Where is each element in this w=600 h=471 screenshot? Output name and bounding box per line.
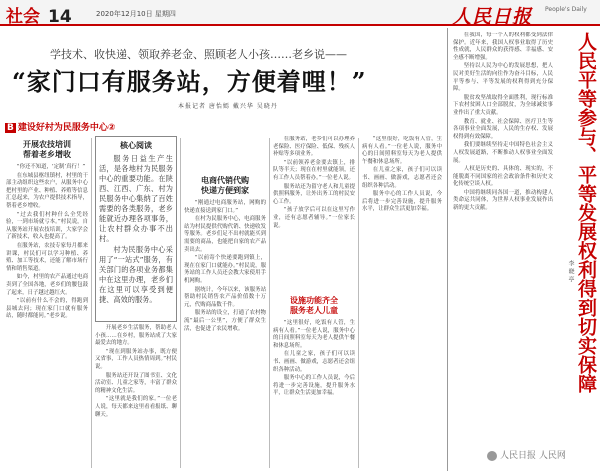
column-rule (91, 138, 92, 468)
paragraph: 服务中心的工作人员说，今后将进一步完善设施，提升服务水平，让群众生活更加幸福。 (273, 375, 355, 397)
commentary-body (453, 32, 553, 468)
column-4-more (273, 320, 355, 398)
series-tag (5, 120, 116, 133)
commentary-column (447, 28, 600, 471)
column-5-body (362, 136, 442, 214)
paragraph: 在服务站，农技专家每月都来讲课，村民们可以学习种植、养殖、加工等技术，还能了解市场行情和销售渠道。 (6, 242, 88, 272)
paragraph: “这里很好，吃饭有人管，生病有人看。”一位老人说，服务中心的日间照料室每天为老人提供午餐和休息场所。 (273, 320, 355, 349)
column-1-title: 开展农技培训 帮着老乡增收 (23, 140, 71, 159)
paragraph: 在儿童之家，孩子们可以读书、画画、做游戏，志愿者还会组织各种活动。 (273, 351, 355, 373)
core-reading-title: 核心阅读 (120, 141, 152, 150)
paragraph: “孩子放学后可以在这里写作业，还有志愿者辅导。”一位家长说。 (273, 207, 355, 229)
masthead-logo: 人民日报 (452, 6, 533, 28)
paragraph: “你还不知道，‘定制’真行！” (16, 164, 86, 170)
series-tag-letter: B (7, 123, 14, 133)
watermark (487, 448, 566, 461)
core-reading-body (99, 154, 173, 305)
paragraph: 据统计，今年以来，该服务站帮助村民销售农产品价值数十万元，代购商品数千件。 (184, 286, 266, 308)
column-2-body (95, 325, 177, 419)
column-5 (362, 136, 442, 471)
column-1 (6, 136, 88, 471)
paragraph: 如今，村里的农产品通过电商卖到了全国各地，老乡们的腰包鼓了起来，日子越过越红火。 (6, 274, 88, 296)
column-rule (180, 138, 181, 468)
column-3 (184, 136, 266, 471)
column-rule (269, 138, 270, 468)
paragraph: “刚通过电商服务站，网购的快递直接送到家门口。” (184, 200, 266, 214)
column-3-title: 电商代销代购 快递方便到家 (201, 176, 249, 195)
page-number: 14 (48, 7, 72, 27)
paragraph: 人权是历史的、具体的、现实的，不能脱离不同国家的社会政治条件和历史文化传统空谈人权。 (453, 166, 553, 188)
paragraph: 服务站还为留守老人和儿童提供照料服务，让外出务工的村民安心工作。 (273, 183, 355, 205)
paragraph: 服务站还开设了图书室、文化活动室、儿童之家等，丰富了群众的精神文化生活。 (95, 372, 177, 394)
paragraph: 在东城县枢纽镇村，村里的干部主动组织这些农户，从服务中心把村里的产业、种植、养殖等信息汇总起来，为农户提供技术指导，帮着老乡增收。 (6, 172, 88, 209)
commentary-author: 李晓亭 (567, 260, 574, 284)
column-3-body (184, 200, 266, 333)
paragraph: “这里就是我们的家。”一位老人说，每天都来这里看看报纸、聊聊天。 (95, 396, 177, 418)
paragraph: 村为民服务中心采用了“一站式”服务，有关部门的各项业务都集中在这里办理，老乡们在这里可以享受到便捷、高效的服务。 (99, 245, 173, 304)
column-rule (358, 138, 359, 468)
paragraph: “以前领养老金要去镇上，排队等半天；现在在村里就能领，还有工作人员帮着办。”一位老人说。 (273, 159, 355, 181)
paragraph: “过去我们村种什么全凭经验，一到市场就亏本。”村民说，自从服务站开展农技培训，大家学会了新技术，收入也提高了。 (6, 211, 88, 241)
paragraph: 教育、就业、社会保障、医疗卫生等各项事业全面发展，人民的生存权、发展权得到有效保障。 (453, 118, 553, 140)
paragraph: “这里很好，吃饭有人管，生病有人看。”一位老人说，服务中心的日间照料室每天为老人提供午餐和休息场所。 (362, 136, 442, 165)
paragraph: 服务站的设立，打通了农村物流“最后一公里”，方便了群众生活，也促进了农民增收。 (184, 310, 266, 332)
core-reading-box (95, 136, 177, 322)
main-article (0, 28, 445, 471)
column-4-title: 设施功能齐全 服务老人儿童 (290, 296, 338, 315)
paragraph: 在村为民服务中心，电商服务站为村民提供代购代销、快递收发等服务。老乡们足不出村就能买到需要的商品，也能把自家的农产品卖出去。 (184, 216, 266, 253)
column-2 (95, 136, 177, 471)
paragraph: 在服务站，老乡们可以办理养老保险、医疗保险、低保、残疾人补贴等多项业务。 (273, 136, 355, 158)
paragraph: 坚持以人民为中心的发展思想，把人民对美好生活的向往作为奋斗目标，人民平等参与、平等发展的权利得到充分保障。 (453, 63, 553, 93)
paragraph: 服务日益生产生活，是各地村为民服务中心的重要功能。在陕西、江西、广东、村为民服务中心集纳了百姓需要的各类服务，老乡能就近办理各项事务，让农村群众办事不出村。 (99, 154, 173, 243)
article-kicker: 学技术、收快递、领取养老金、照顾老人小孩……老乡说—— (50, 48, 347, 61)
paragraph: 在儿童之家，孩子们可以读书、画画、做游戏，志愿者还会组织各种活动。 (362, 167, 442, 189)
paragraph: “以前有什么不会的，得跑到县城去问；现在家门口就有服务站，随时都能问。”老乡说。 (6, 298, 88, 320)
paragraph: 开展老乡生活服务，帮助老人小孩……在乡村，服务站成了大家最爱去的地方。 (95, 325, 177, 347)
paragraph: 我们要继续坚持走中国特色社会主义人权发展道路，不断推动人权事业全面发展。 (453, 142, 553, 164)
paragraph: “以前寄个快递要跑到镇上，现在在家门口就能办。”村民说，服务站的工作人员还会教大家使用手机网购。 (184, 255, 266, 284)
page-header (0, 0, 600, 26)
paragraph: 中国将继续同各国一道，推动构建人类命运共同体，为世界人权事业发展作出新的更大贡献。 (453, 189, 553, 212)
paragraph: 在我国，每一个人的权利都受到法律保护。近年来，我国人权事业取得了历史性成就，人民群众的获得感、幸福感、安全感不断增强。 (453, 32, 553, 61)
commentary-headline: 人民平等参与、平等发展权利得到切实保障 (575, 32, 597, 393)
column-4-body (273, 136, 355, 286)
column-1-body (6, 164, 88, 321)
paragraph: “现在到服务站办事，既方便又省事，工作人员热情周到。”村民说。 (95, 348, 177, 370)
paragraph: 脱贫攻坚战取得全面胜利，现行标准下农村贫困人口全部脱贫，为全球减贫事业作出了重大贡献。 (453, 94, 553, 116)
article-headline: “家门口有服务站，方便着哩！” (12, 67, 367, 96)
section-label (6, 2, 72, 27)
series-tag-text: 建设好村为民服务中心② (17, 123, 116, 133)
wechat-icon (487, 451, 497, 461)
column-4 (273, 136, 355, 471)
watermark-text: 人民日报 人民网 (500, 451, 566, 461)
dateline: 2020年12月10日 星期四 (96, 10, 176, 18)
article-byline: 本报记者 唐怡嫣 戴兴华 吴晓丹 (178, 103, 278, 110)
section-name: 社会 (6, 7, 40, 27)
paragraph: 服务中心的工作人员说，今后将进一步完善设施，提升服务水平，让群众生活更加幸福。 (362, 191, 442, 213)
masthead-subtitle: People's Daily (545, 6, 587, 13)
